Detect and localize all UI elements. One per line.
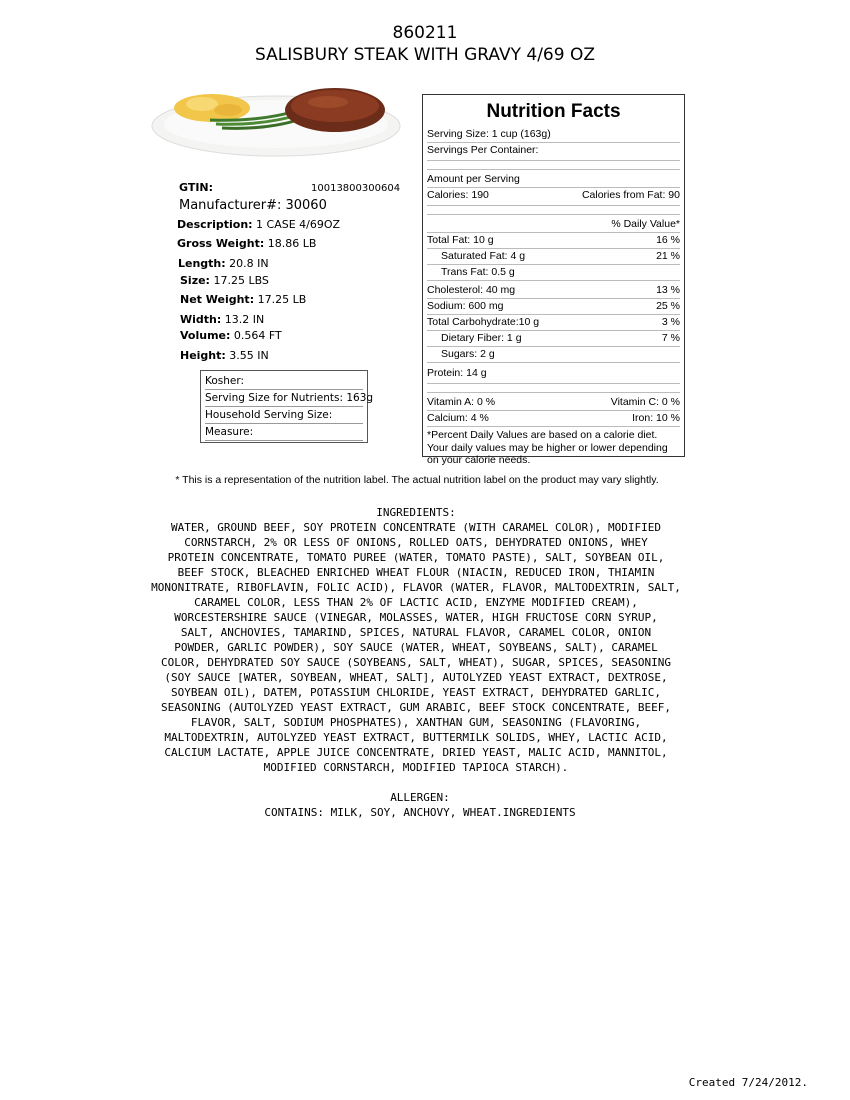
- divider: [427, 383, 680, 393]
- nutrition-title: Nutrition Facts: [486, 101, 621, 122]
- manufacturer-number: Manufacturer#: 30060: [179, 198, 327, 213]
- label-disclaimer: * This is a representation of the nutrition label. The actual nutrition label on the product may vary slightly.: [175, 474, 659, 486]
- household-serving-size: Household Serving Size:: [205, 408, 363, 424]
- nutrient-row: Total Fat: 10 g 16 %: [427, 233, 680, 249]
- divider: [427, 205, 680, 215]
- spec-description: Description: 1 CASE 4/69OZ: [177, 218, 341, 231]
- mineral-row: Calcium: 4 % Iron: 10 %: [427, 411, 680, 427]
- ingredients-line: BEEF STOCK, BLEACHED ENRICHED WHEAT FLOUR (NIACIN, REDUCED IRON, THIAMIN: [177, 566, 655, 579]
- ingredients-section: [140, 505, 692, 775]
- nutrient-row: Total Carbohydrate:10 g 3 %: [427, 315, 680, 331]
- vitamin-row: Vitamin A: 0 % Vitamin C: 0 %: [427, 395, 680, 411]
- daily-value-footnote: *Percent Daily Values are based on a calorie diet. Your daily values may be higher or lower depending on your calorie needs.: [427, 429, 668, 466]
- created-date: Created 7/24/2012.: [688, 1076, 808, 1089]
- nutrient-row: Trans Fat: 0.5 g: [427, 265, 680, 281]
- ingredients-line: MALTODEXTRIN, AUTOLYZED YEAST EXTRACT, BUTTERMILK SOLIDS, WHEY, LACTIC ACID,: [164, 731, 668, 744]
- allergen-header: ALLERGEN:: [390, 791, 450, 804]
- kosher-line: Kosher:: [205, 374, 363, 390]
- spec-width: Width: 13.2 IN: [180, 313, 265, 326]
- product-header: [0, 22, 850, 66]
- ingredients-line: CALCIUM LACTATE, APPLE JUICE CONCENTRATE, DRIED YEAST, MALIC ACID, MANNITOL,: [164, 746, 668, 759]
- ingredients-line: SEASONING (AUTOLYZED YEAST EXTRACT, GUM ARABIC, BEEF STOCK CONCENTRATE, BEEF,: [161, 701, 671, 714]
- gtin-value: 10013800300604: [311, 183, 401, 194]
- serving-size-nutrients: Serving Size for Nutrients: 163g: [205, 391, 363, 407]
- product-code: 860211: [392, 23, 458, 43]
- product-title: SALISBURY STEAK WITH GRAVY 4/69 OZ: [255, 45, 595, 65]
- nutrient-row: Sugars: 2 g: [427, 347, 680, 363]
- ingredients-header: INGREDIENTS:: [376, 506, 456, 519]
- daily-value-header: % Daily Value*: [427, 217, 680, 233]
- ingredients-line: COLOR, DEHYDRATED SOY SAUCE (SOYBEANS, SALT, WHEAT), SUGAR, SPICES, SEASONING: [161, 656, 671, 669]
- spec-height: Height: 3.55 IN: [180, 349, 269, 362]
- calories-row: Calories: 190 Calories from Fat: 90: [427, 189, 680, 201]
- servings-per-container: Servings Per Container:: [427, 144, 539, 156]
- spec-volume: Volume: 0.564 FT: [180, 329, 282, 342]
- nutrition-facts-panel: [422, 94, 685, 466]
- allergen-text: CONTAINS: MILK, SOY, ANCHOVY, WHEAT.INGREDIENTS: [264, 806, 576, 819]
- ingredients-line: MONONITRATE, RIBOFLAVIN, FOLIC ACID), FLAVOR (WATER, FLAVOR, MALTODEXTRIN, SALT,: [151, 581, 681, 594]
- product-image: [150, 80, 402, 166]
- spec-net-weight: Net Weight: 17.25 LB: [180, 293, 307, 306]
- ingredients-line: POWDER, GARLIC POWDER), SOY SAUCE (WATER, WHEAT, SOYBEANS, SALT), CARAMEL: [174, 641, 658, 654]
- divider: [427, 160, 680, 170]
- gtin-label: GTIN:: [179, 181, 214, 194]
- serving-size: Serving Size: 1 cup (163g): [427, 127, 680, 143]
- measure-line: Measure:: [205, 425, 363, 441]
- nutrient-row: Cholesterol: 40 mg 13 %: [427, 283, 680, 299]
- ingredients-line: FLAVOR, SALT, SODIUM PHOSPHATES), XANTHAN GUM, SEASONING (FLAVORING,: [190, 716, 642, 729]
- ingredients-line: CORNSTARCH, 2% OR LESS OF ONIONS, ROLLED OATS, DEHYDRATED ONIONS, WHEY: [184, 536, 648, 549]
- spec-size: Size: 17.25 LBS: [180, 274, 269, 287]
- kosher-box: [200, 370, 374, 443]
- ingredients-line: SOYBEAN OIL), DATEM, POTASSIUM CHLORIDE, YEAST EXTRACT, DEHYDRATED GARLIC,: [170, 686, 662, 699]
- ingredients-line: WATER, GROUND BEEF, SOY PROTEIN CONCENTRATE (WITH CARAMEL COLOR), MODIFIED: [170, 521, 662, 534]
- spec-gross-weight: Gross Weight: 18.86 LB: [177, 237, 317, 250]
- nutrient-row: Saturated Fat: 4 g 21 %: [427, 249, 680, 265]
- ingredients-line: WORCESTERSHIRE SAUCE (VINEGAR, MOLASSES, WATER, HIGH FRUCTOSE CORN SYRUP,: [174, 611, 658, 624]
- nutrient-row: Dietary Fiber: 1 g 7 %: [427, 331, 680, 347]
- amount-per-serving: Amount per Serving: [427, 172, 680, 188]
- allergen-section: [0, 790, 840, 820]
- spec-length: Length: 20.8 IN: [178, 257, 269, 270]
- nutrient-row: Protein: 14 g: [427, 367, 487, 379]
- ingredients-line: CARAMEL COLOR, LESS THAN 2% OF LACTIC ACID, ENZYME MODIFIED CREAM),: [194, 596, 638, 609]
- ingredients-line: (SOY SAUCE [WATER, SOYBEAN, WHEAT, SALT], AUTOLYZED YEAST EXTRACT, DEXTROSE,: [164, 671, 668, 684]
- ingredients-line: SALT, ANCHOVIES, TAMARIND, SPICES, NATURAL FLAVOR, CARAMEL COLOR, ONION: [180, 626, 652, 639]
- ingredients-line: PROTEIN CONCENTRATE, TOMATO PUREE (WATER, TOMATO PASTE), SALT, SOYBEAN OIL,: [167, 551, 665, 564]
- nutrient-row: Sodium: 600 mg 25 %: [427, 299, 680, 315]
- ingredients-line: MODIFIED CORNSTARCH, MODIFIED TAPIOCA STARCH).: [263, 761, 569, 774]
